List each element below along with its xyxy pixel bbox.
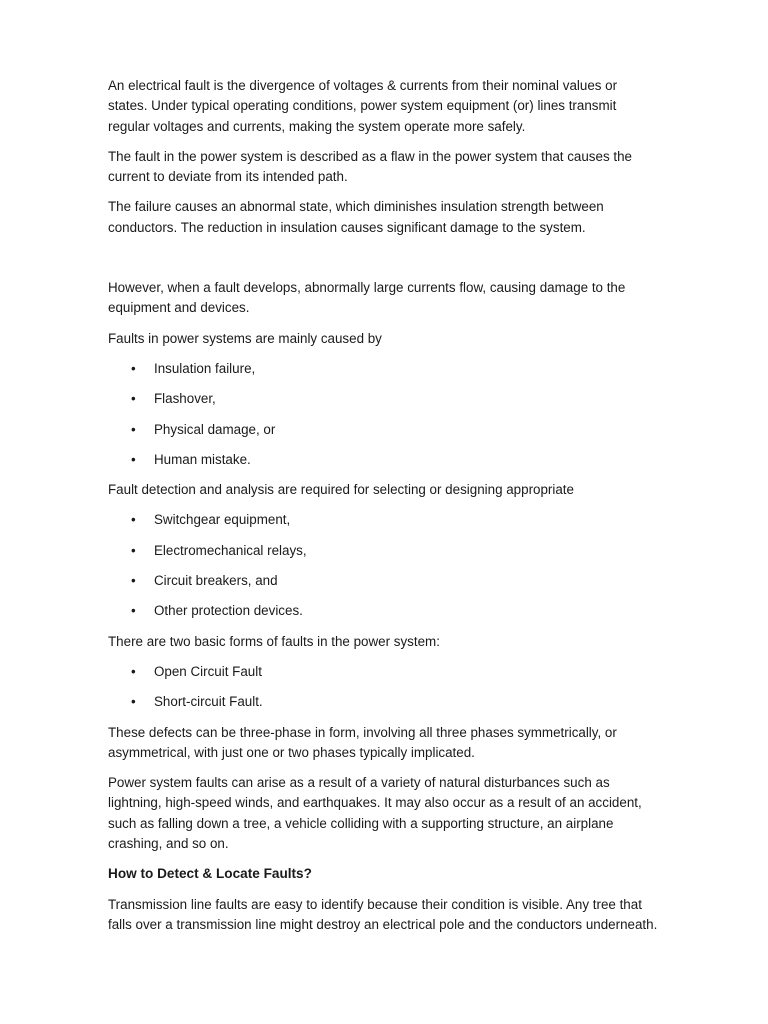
list-item-text: Switchgear equipment,	[154, 512, 291, 528]
detection-lead: Fault detection and analysis are required for selecting or designing appropriate	[108, 482, 574, 498]
detection-list	[108, 510, 660, 621]
causes-lead: Faults in power systems are mainly caused by	[108, 330, 382, 346]
list-item-text: Human mistake.	[154, 451, 251, 467]
list-item-text: Open Circuit Fault	[154, 663, 262, 679]
list-item	[108, 450, 660, 470]
list-item	[108, 359, 660, 379]
causes-list	[108, 359, 660, 470]
bullet-icon: •	[131, 451, 136, 467]
list-item-text: Insulation failure,	[154, 360, 256, 376]
bullet-icon: •	[131, 391, 136, 407]
bullet-icon: •	[131, 360, 136, 376]
list-item	[108, 601, 660, 621]
bullet-icon: •	[131, 542, 136, 558]
list-item	[108, 662, 660, 682]
bullet-icon: •	[131, 603, 136, 619]
section-paragraph: Transmission line faults are easy to identify because their condition is visible. Any tree that falls over a transmission line might destroy an electrical pole and the conductors underneath.	[108, 896, 658, 932]
bullet-icon: •	[131, 694, 136, 710]
list-item	[108, 571, 660, 591]
list-item	[108, 389, 660, 409]
document-page	[108, 76, 660, 945]
forms-list	[108, 662, 660, 713]
bullet-icon: •	[131, 512, 136, 528]
intro-paragraph-1: An electrical fault is the divergence of voltages & currents from their nominal values or states. Under typical operating conditions, power system equipment (or) lines transmit regular voltages and currents, making the system operate more safely.	[108, 78, 618, 134]
however-paragraph: However, when a fault develops, abnormally large currents flow, causing damage to the equipment and devices.	[108, 280, 626, 316]
list-item-text: Other protection devices.	[154, 603, 303, 619]
list-item-text: Physical damage, or	[154, 421, 276, 437]
intro-paragraph-2: The fault in the power system is described as a flaw in the power system that causes the current to deviate from its intended path.	[108, 148, 632, 185]
bullet-icon: •	[131, 663, 136, 679]
blank-line	[108, 248, 660, 278]
section-heading: How to Detect & Locate Faults?	[108, 866, 312, 882]
list-item	[108, 692, 660, 712]
list-item-text: Flashover,	[154, 391, 216, 407]
bullet-icon: •	[131, 573, 136, 589]
intro-paragraph-3: The failure causes an abnormal state, which diminishes insulation strength between conductors. The reduction in insulation causes significant damage to the system.	[108, 199, 604, 235]
list-item	[108, 420, 660, 440]
list-item-text: Short-circuit Fault.	[154, 694, 263, 710]
natural-causes-paragraph: Power system faults can arise as a result of a variety of natural disturbances such as lightning, high-speed winds, and earthquakes. It may also occur as a result of an accident, such as falling down a tree, a vehicle colliding with a supporting structure, an airplane crashing, and so on.	[108, 775, 642, 852]
list-item	[108, 541, 660, 561]
list-item-text: Electromechanical relays,	[154, 542, 307, 558]
list-item	[108, 510, 660, 530]
forms-lead: There are two basic forms of faults in the power system:	[108, 633, 440, 649]
list-item-text: Circuit breakers, and	[154, 573, 278, 589]
bullet-icon: •	[131, 421, 136, 437]
symmetry-paragraph: These defects can be three-phase in form, involving all three phases symmetrically, or asymmetrical, with just one or two phases typically implicated.	[108, 724, 617, 760]
